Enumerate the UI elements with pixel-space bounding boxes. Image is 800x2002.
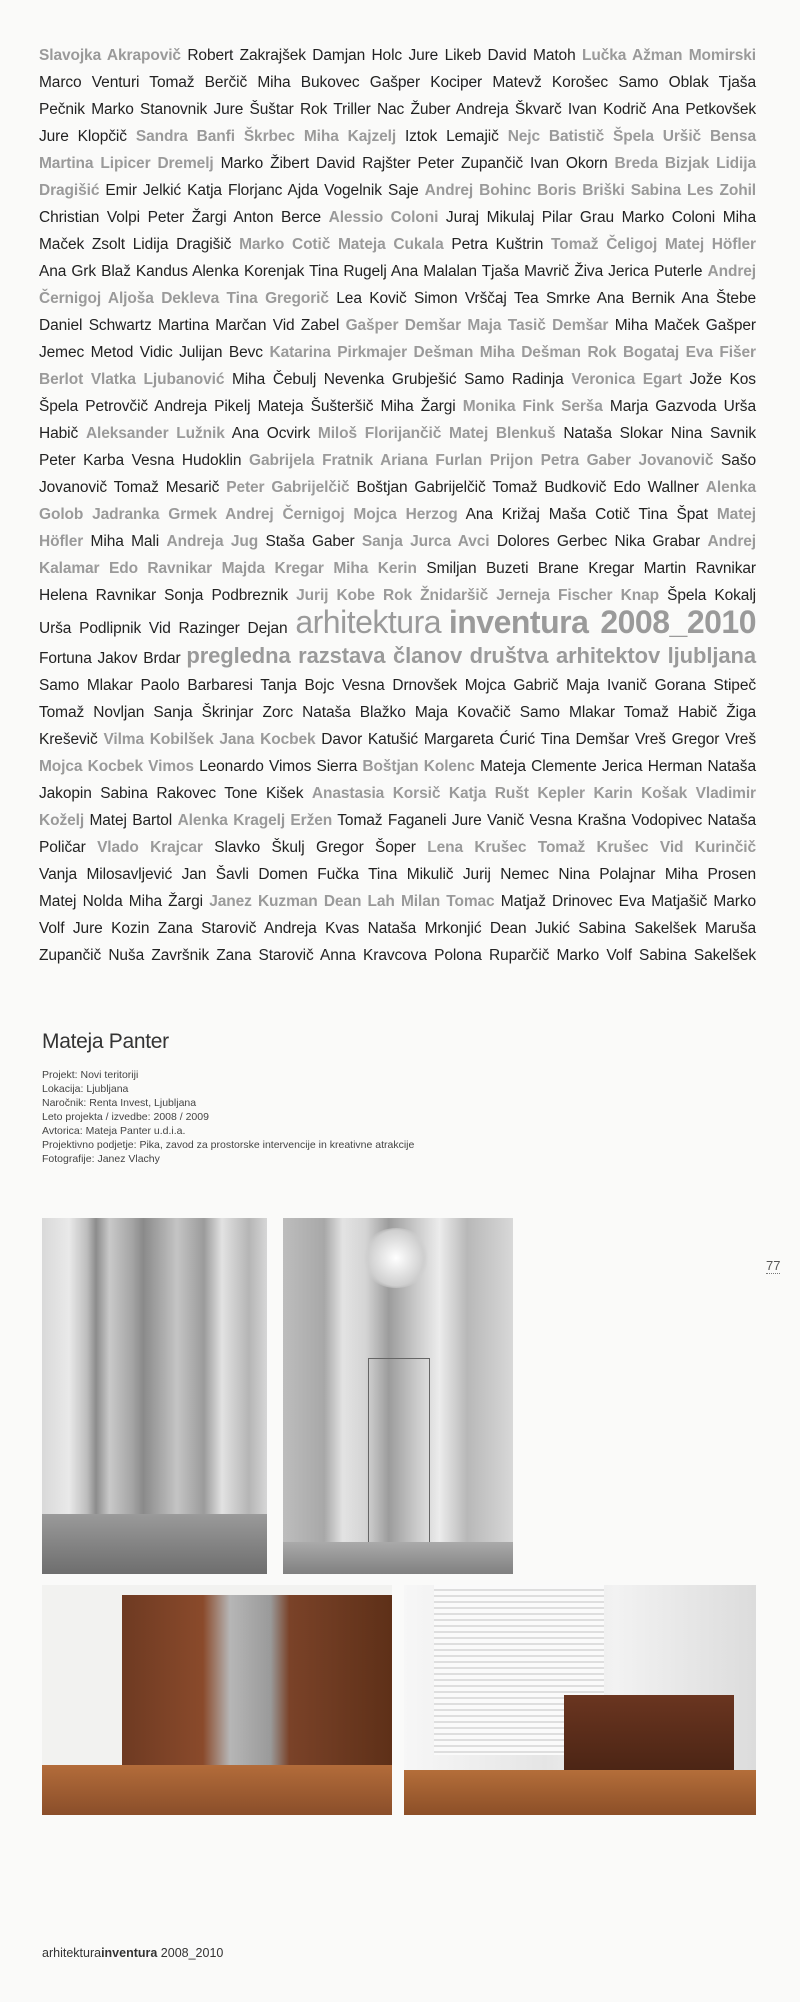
- member-names-highlight: Höfler: [39, 533, 84, 550]
- names-line: [39, 642, 756, 672]
- member-names: Habič: [39, 425, 79, 442]
- names-line: [39, 258, 756, 285]
- member-names: Zupančič Nuša Završnik Zana Starovič Anna Kravcova Polona Ruparčič Marko Volf Sabina Sakelšek: [39, 947, 756, 964]
- member-names-highlight: Alessio Coloni: [328, 209, 439, 226]
- member-names-highlight: Golob Jadranka Grmek Andrej Černigoj Mojca Herzog: [39, 506, 458, 523]
- member-names: Marja Gazvoda Urša: [609, 398, 756, 415]
- member-names: Marko Žibert David Rajšter Peter Zupančič Ivan Okorn: [220, 155, 608, 172]
- member-names: Daniel Schwartz Martina Marčan Vid Zabel: [39, 317, 340, 334]
- member-names: Tomaž Novljan Sanja Škrinjar Zorc Nataša Blažko Maja Kovačič Samo Mlakar Tomaž Habič Žiga: [39, 704, 756, 721]
- member-names-highlight: Andrej: [707, 533, 756, 550]
- member-names: Mateja Clemente Jerica Herman Nataša: [480, 758, 756, 775]
- member-names-highlight: Andrej Bohinc Boris Briški Sabina Les Zohil: [424, 182, 757, 199]
- page-number: 77: [766, 1258, 781, 1273]
- member-names: Miha Mali: [90, 533, 160, 550]
- member-names-highlight: Marko Cotič Mateja Cukala: [239, 236, 444, 253]
- member-names-highlight: Vlado Krajcar: [97, 839, 203, 856]
- exhibition-title: pregledna razstava članov društva arhitektov ljubljana: [186, 643, 756, 668]
- names-line: [39, 942, 756, 969]
- names-line: [39, 753, 756, 780]
- member-names: Nataša Slokar Nina Savnik: [563, 425, 756, 442]
- member-names: Marco Venturi Tomaž Berčič Miha Bukovec: [39, 74, 360, 91]
- names-line: [39, 555, 756, 582]
- member-names-highlight: Koželj: [39, 812, 85, 829]
- member-names-highlight: Vilma Kobilšek Jana Kocbek: [103, 731, 316, 748]
- member-names: Špela Petrovčič Andreja Pikelj Mateja Šušteršič Miha Žargi: [39, 398, 456, 415]
- member-names: Leonardo Vimos Sierra: [199, 758, 358, 775]
- credit-line: Leto projekta / izvedbe: 2008 / 2009: [42, 1111, 209, 1123]
- member-names: Matevž Korošec: [492, 74, 609, 91]
- member-names: Tomaž Faganeli Jure Vanič Vesna Krašna Vodopivec Nataša: [337, 812, 757, 829]
- member-names-highlight: Tomaž Čeligoj Matej Höfler: [551, 236, 756, 253]
- member-names: Gašper Kociper: [369, 74, 483, 91]
- names-line: [39, 177, 756, 204]
- member-names: Matej Bartol: [89, 812, 173, 829]
- member-names: Miha Maček Gašper: [614, 317, 756, 334]
- member-names-highlight: Breda Bizjak Lidija: [614, 155, 756, 172]
- footer-title: [42, 1946, 223, 1960]
- names-line: [39, 231, 756, 258]
- member-names: Sašo: [721, 452, 756, 469]
- member-names-highlight: Janez Kuzman Dean Lah Milan Tomac: [209, 893, 495, 910]
- member-names-highlight: Alenka: [705, 479, 756, 496]
- member-names-highlight: Slavojka Akrapovič: [39, 47, 181, 64]
- member-names: Juraj Mikulaj Pilar Grau Marko Coloni Miha: [445, 209, 756, 226]
- project-credits: [42, 1068, 414, 1166]
- member-names: Miha Čebulj Nevenka Grubješić Samo Radinja: [231, 371, 564, 388]
- member-names: Dolores Gerbec Nika Grabar: [496, 533, 701, 550]
- member-names-highlight: Mojca Kocbek Vimos: [39, 758, 194, 775]
- member-names-highlight: Lena Krušec Tomaž Krušec Vid Kurinčič: [427, 839, 756, 856]
- names-line: [39, 672, 756, 699]
- member-names: Jemec Metod Vidic Julijan Bevc: [39, 344, 263, 361]
- member-names-highlight: Boštjan Kolenc: [362, 758, 475, 775]
- exhibition-title: arhitektura: [295, 604, 442, 640]
- names-line: [39, 474, 756, 501]
- member-names: Peter Karba Vesna Hudoklin: [39, 452, 242, 469]
- credit-line: Lokacija: Ljubljana: [42, 1083, 129, 1095]
- member-names: Lea Kovič Simon Vrščaj Tea Smrke Ana Bernik Ana Štebe: [336, 290, 756, 307]
- credit-line: Projekt: Novi teritoriji: [42, 1069, 139, 1081]
- member-names-highlight: Černigoj Aljoša Dekleva Tina Gregorič: [39, 290, 329, 307]
- member-names: Jure Likeb: [408, 47, 482, 64]
- member-names: Slavko Škulj Gregor Šoper: [214, 839, 416, 856]
- member-names: Špela Kokalj: [667, 587, 757, 604]
- names-line: [39, 339, 756, 366]
- member-names: Fortuna Jakov Brdar: [39, 650, 181, 667]
- names-line: [39, 312, 756, 339]
- member-names-highlight: Lučka Ažman Momirski: [581, 47, 756, 64]
- member-names-highlight: Anastasia Korsič Katja Rušt Kepler Karin Košak Vladimir: [311, 785, 756, 802]
- footer-part-1: arhitektura: [42, 1946, 102, 1960]
- names-line: [39, 888, 756, 915]
- footer-part-3: 2008_2010: [157, 1946, 224, 1960]
- names-line: [39, 807, 756, 834]
- member-names-highlight: Jurij Kobe Rok Žnidaršič Jerneja Fischer Knap: [296, 587, 659, 604]
- names-line: [39, 42, 756, 69]
- member-names-highlight: Katarina Pirkmajer Dešman Miha Dešman Rok Bogataj Eva Fišer: [269, 344, 756, 361]
- member-names-highlight: Monika Fink Serša: [462, 398, 603, 415]
- photo-chandelier-hall: [283, 1218, 513, 1574]
- names-line: [39, 96, 756, 123]
- names-line: [39, 285, 756, 312]
- names-block: [39, 42, 756, 969]
- names-line: [39, 861, 756, 888]
- member-names-highlight: Alenka Kragelj Eržen: [177, 812, 333, 829]
- member-names: Petra Kuštrin: [451, 236, 544, 253]
- member-names: Vanja Milosavljević Jan Šavli Domen Fučka Tina Mikulič Jurij Nemec Nina Polajnar Miha Prosen: [39, 866, 756, 883]
- credit-line: Fotografije: Janez Vlachy: [42, 1153, 160, 1165]
- member-names: Pečnik Marko Stanovnik Jure Šuštar Rok Triller Nac Žuber Andreja Škvarč Ivan Kodrič Ana Petkovšek: [39, 101, 756, 118]
- photo-wood-cabinet: [42, 1585, 392, 1815]
- member-names-highlight: Veronica Egart: [571, 371, 682, 388]
- member-names: Boštjan Gabrijelčič Tomaž Budkovič Edo Wallner: [356, 479, 699, 496]
- member-names-highlight: Andrej: [707, 263, 756, 280]
- member-names-highlight: Berlot Vlatka Ljubanović: [39, 371, 225, 388]
- names-line: [39, 204, 756, 231]
- member-names: Jakopin Sabina Rakovec Tone Kišek: [39, 785, 304, 802]
- names-line: [39, 501, 756, 528]
- member-names: Jovanovič Tomaž Mesarič: [39, 479, 220, 496]
- member-names-highlight: Gašper Demšar Maja Tasič Demšar: [345, 317, 609, 334]
- member-names-highlight: Sanja Jurca Avci: [361, 533, 490, 550]
- member-names-highlight: Gabrijela Fratnik Ariana Furlan Prijon Petra Gaber Jovanovič: [249, 452, 714, 469]
- member-names-highlight: Andreja Jug: [166, 533, 259, 550]
- member-names-highlight: Peter Gabrijelčič: [226, 479, 350, 496]
- member-names: Davor Katušić Margareta Ćurić Tina Demšar Vreš Gregor Vreš: [321, 731, 756, 748]
- names-line: [39, 528, 756, 555]
- member-names: Samo Mlakar Paolo Barbaresi Tanja Bojc Vesna Drnovšek Mojca Gabrič Maja Ivanič Gorana Stipeč: [39, 677, 756, 694]
- names-line: [39, 69, 756, 96]
- names-line: [39, 393, 756, 420]
- names-line: [39, 834, 756, 861]
- member-names-highlight: Miloš Florijančič Matej Blenkuš: [317, 425, 556, 442]
- member-names: Ana Grk Blaž Kandus Alenka Korenjak Tina Rugelj Ana Malalan Tjaša Mavrič Živa Jerica Puterle: [39, 263, 703, 280]
- credit-line: Avtorica: Mateja Panter u.d.i.a.: [42, 1125, 186, 1137]
- member-names-highlight: Kalamar Edo Ravnikar Majda Kregar Miha Kerin: [39, 560, 417, 577]
- member-names: Damjan Holc: [312, 47, 403, 64]
- member-names-highlight: Sandra Banfi Škrbec Miha Kajzelj: [135, 128, 397, 145]
- project-architect-name: Mateja Panter: [42, 1030, 169, 1053]
- names-line: [39, 447, 756, 474]
- credit-line: Projektivno podjetje: Pika, zavod za prostorske intervencije in kreativne atrakcije: [42, 1139, 415, 1151]
- names-line: [39, 699, 756, 726]
- member-names-highlight: Aleksander Lužnik: [85, 425, 225, 442]
- member-names: Ana Križaj Maša Cotič Tina Špat: [465, 506, 709, 523]
- member-names: Maček Zsolt Lidija Dragišič: [39, 236, 232, 253]
- member-names: David Matoh: [487, 47, 576, 64]
- member-names: Ana Ocvirk: [231, 425, 311, 442]
- member-names: Volf Jure Kozin Zana Starovič Andreja Kvas Nataša Mrkonjić Dean Jukić Sabina Sakelšek Maruša: [39, 920, 756, 937]
- member-names: Poličar: [39, 839, 86, 856]
- member-names: Matjaž Drinovec Eva Matjašič Marko: [500, 893, 756, 910]
- names-line: [39, 726, 756, 753]
- member-names: Smiljan Buzeti Brane Kregar Martin Ravnikar: [426, 560, 756, 577]
- footer-part-2: inventura: [101, 1946, 158, 1960]
- member-names-highlight: Matej: [716, 506, 756, 523]
- member-names: Helena Ravnikar Sonja Podbreznik: [39, 587, 288, 604]
- names-line: [39, 915, 756, 942]
- member-names: Urša Podlipnik Vid Razinger Dejan: [39, 620, 288, 637]
- member-names-highlight: Nejc Batistič Špela Uršič Bensa: [507, 128, 756, 145]
- member-names-highlight: Martina Lipicer Dremelj: [39, 155, 214, 172]
- member-names: Christian Volpi Peter Žargi Anton Berce: [39, 209, 321, 226]
- names-line: [39, 420, 756, 447]
- member-names: Matej Nolda Miha Žargi: [39, 893, 203, 910]
- member-names: Samo Oblak Tjaša: [618, 74, 756, 91]
- member-names: Kreševič: [39, 731, 98, 748]
- member-names: Jože Kos: [689, 371, 756, 388]
- credit-line: Naročnik: Renta Invest, Ljubljana: [42, 1097, 197, 1109]
- names-line: [39, 604, 757, 642]
- member-names-highlight: Dragišić: [39, 182, 100, 199]
- photo-office-desk: [404, 1585, 756, 1815]
- member-names: Iztok Lemajič: [404, 128, 499, 145]
- names-line: [39, 150, 756, 177]
- names-line: [39, 780, 756, 807]
- names-line: [39, 366, 756, 393]
- member-names: Jure Klopčič: [39, 128, 127, 145]
- exhibition-title: inventura 2008_2010: [448, 604, 757, 640]
- member-names: Robert Zakrajšek: [187, 47, 306, 64]
- names-line: [39, 123, 756, 150]
- member-names: Emir Jelkić Katja Florjanc Ajda Vogelnik Saje: [105, 182, 419, 199]
- photo-glass-doors: [42, 1218, 267, 1574]
- member-names: Staša Gaber: [265, 533, 355, 550]
